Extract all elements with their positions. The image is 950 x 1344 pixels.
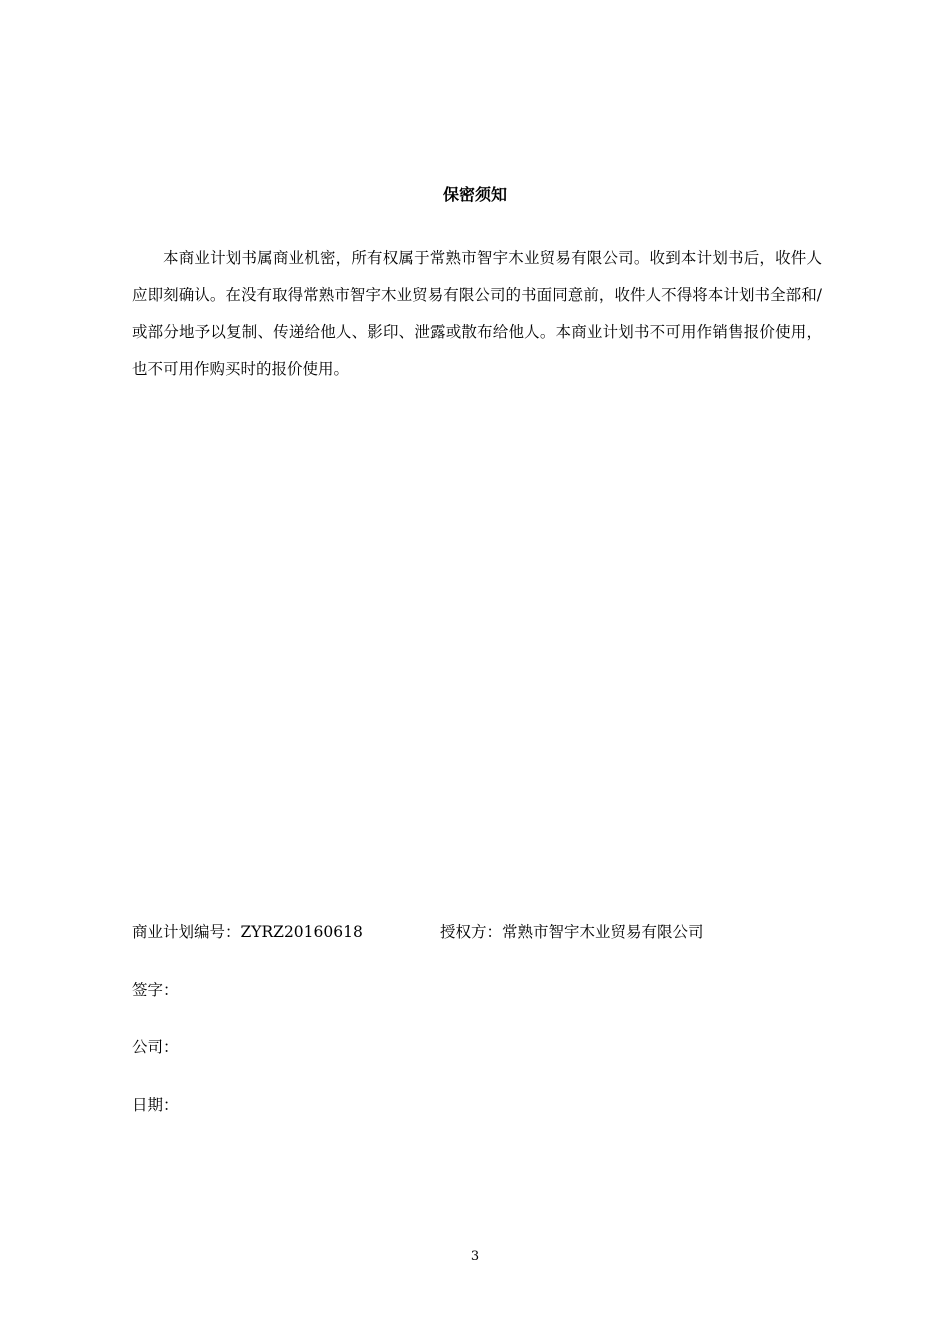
confidentiality-paragraph: 本商业计划书属商业机密，所有权属于常熟市智宇木业贸易有限公司。收到本计划书后，收件人应即刻确认。在没有取得常熟市智宇木业贸易有限公司的书面同意前，收件人不得将本计划书全部和/或部分地予以复制、传递给他人、影印、泄露或散布给他人。本商业计划书不可用作销售报价使用，也不可用作购买时的报价使用。 [132,249,822,378]
grantor: 授权方：常熟市智宇木业贸易有限公司 [440,923,704,941]
company-label: 公司： [132,1038,179,1056]
document-title: 保密须知 [442,185,507,204]
date-label: 日期： [132,1096,179,1114]
page-number: 3 [470,1249,480,1264]
plan-number: 商业计划编号：ZYRZ20160618 [132,923,363,941]
signature-label: 签字： [132,981,179,999]
